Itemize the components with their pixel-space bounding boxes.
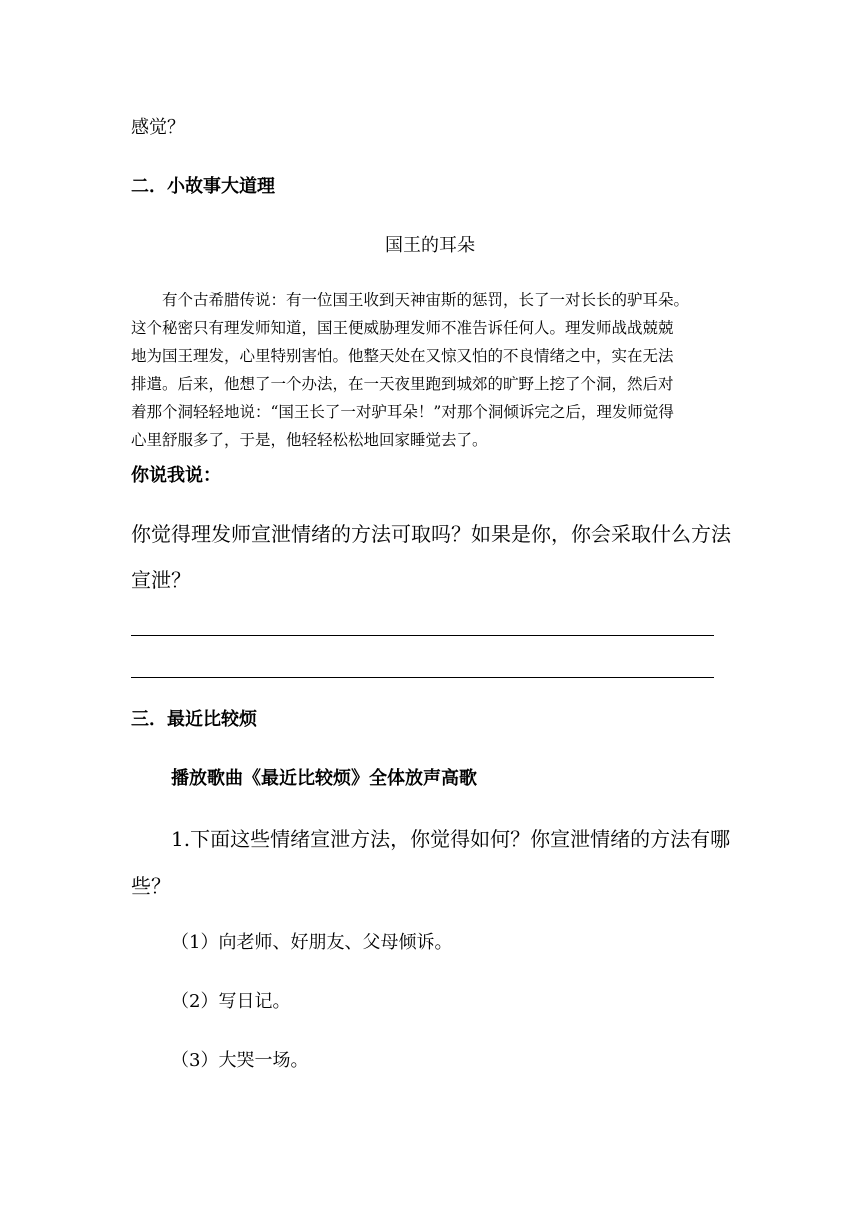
answer-line-1	[131, 635, 714, 636]
story-line: 这个秘密只有理发师知道，国王便威胁理发师不准告诉任何人。理发师战战兢兢	[131, 319, 674, 337]
story-line: 心里舒服多了，于是，他轻轻松松地回家睡觉去了。	[131, 431, 488, 449]
question-line-1: 你觉得理发师宣泄情绪的方法可取吗？如果是你，你会采取什么方法	[131, 522, 731, 546]
question-line-2: 宣泄？	[131, 568, 191, 592]
section-heading-2: 二．小故事大道理	[131, 176, 275, 197]
option-item: （3）大哭一场。	[171, 1050, 309, 1071]
question-1-line-2: 些？	[131, 874, 171, 898]
section-heading-3: 三．最近比较烦	[131, 709, 257, 730]
story-line: 地为国王理发，心里特别害怕。他整天处在又惊又怕的不良情绪之中，实在无法	[131, 347, 674, 365]
story-line: 排遣。后来，他想了一个办法，在一天夜里跑到城郊的旷野上挖了个洞，然后对	[131, 375, 674, 393]
discussion-heading: 你说我说：	[131, 465, 221, 486]
option-item: （2）写日记。	[171, 991, 291, 1012]
story-title: 国王的耳朵	[385, 235, 475, 256]
story-line: 着那个洞轻轻地说：“国王长了一对驴耳朵！”对那个洞倾诉完之后，理发师觉得	[131, 403, 674, 421]
continuation-text: 感觉？	[131, 117, 185, 138]
option-item: （1）向老师、好朋友、父母倾诉。	[171, 932, 453, 953]
question-1-line-1: 1.下面这些情绪宣泄方法，你觉得如何？你宣泄情绪的方法有哪	[171, 827, 731, 851]
story-paragraph	[131, 286, 731, 454]
song-instruction: 播放歌曲《最近比较烦》全体放声高歌	[171, 768, 477, 789]
story-line: 有个古希腊传说：有一位国王收到天神宙斯的惩罚，长了一对长长的驴耳朵。	[162, 291, 690, 309]
answer-line-2	[131, 677, 714, 678]
